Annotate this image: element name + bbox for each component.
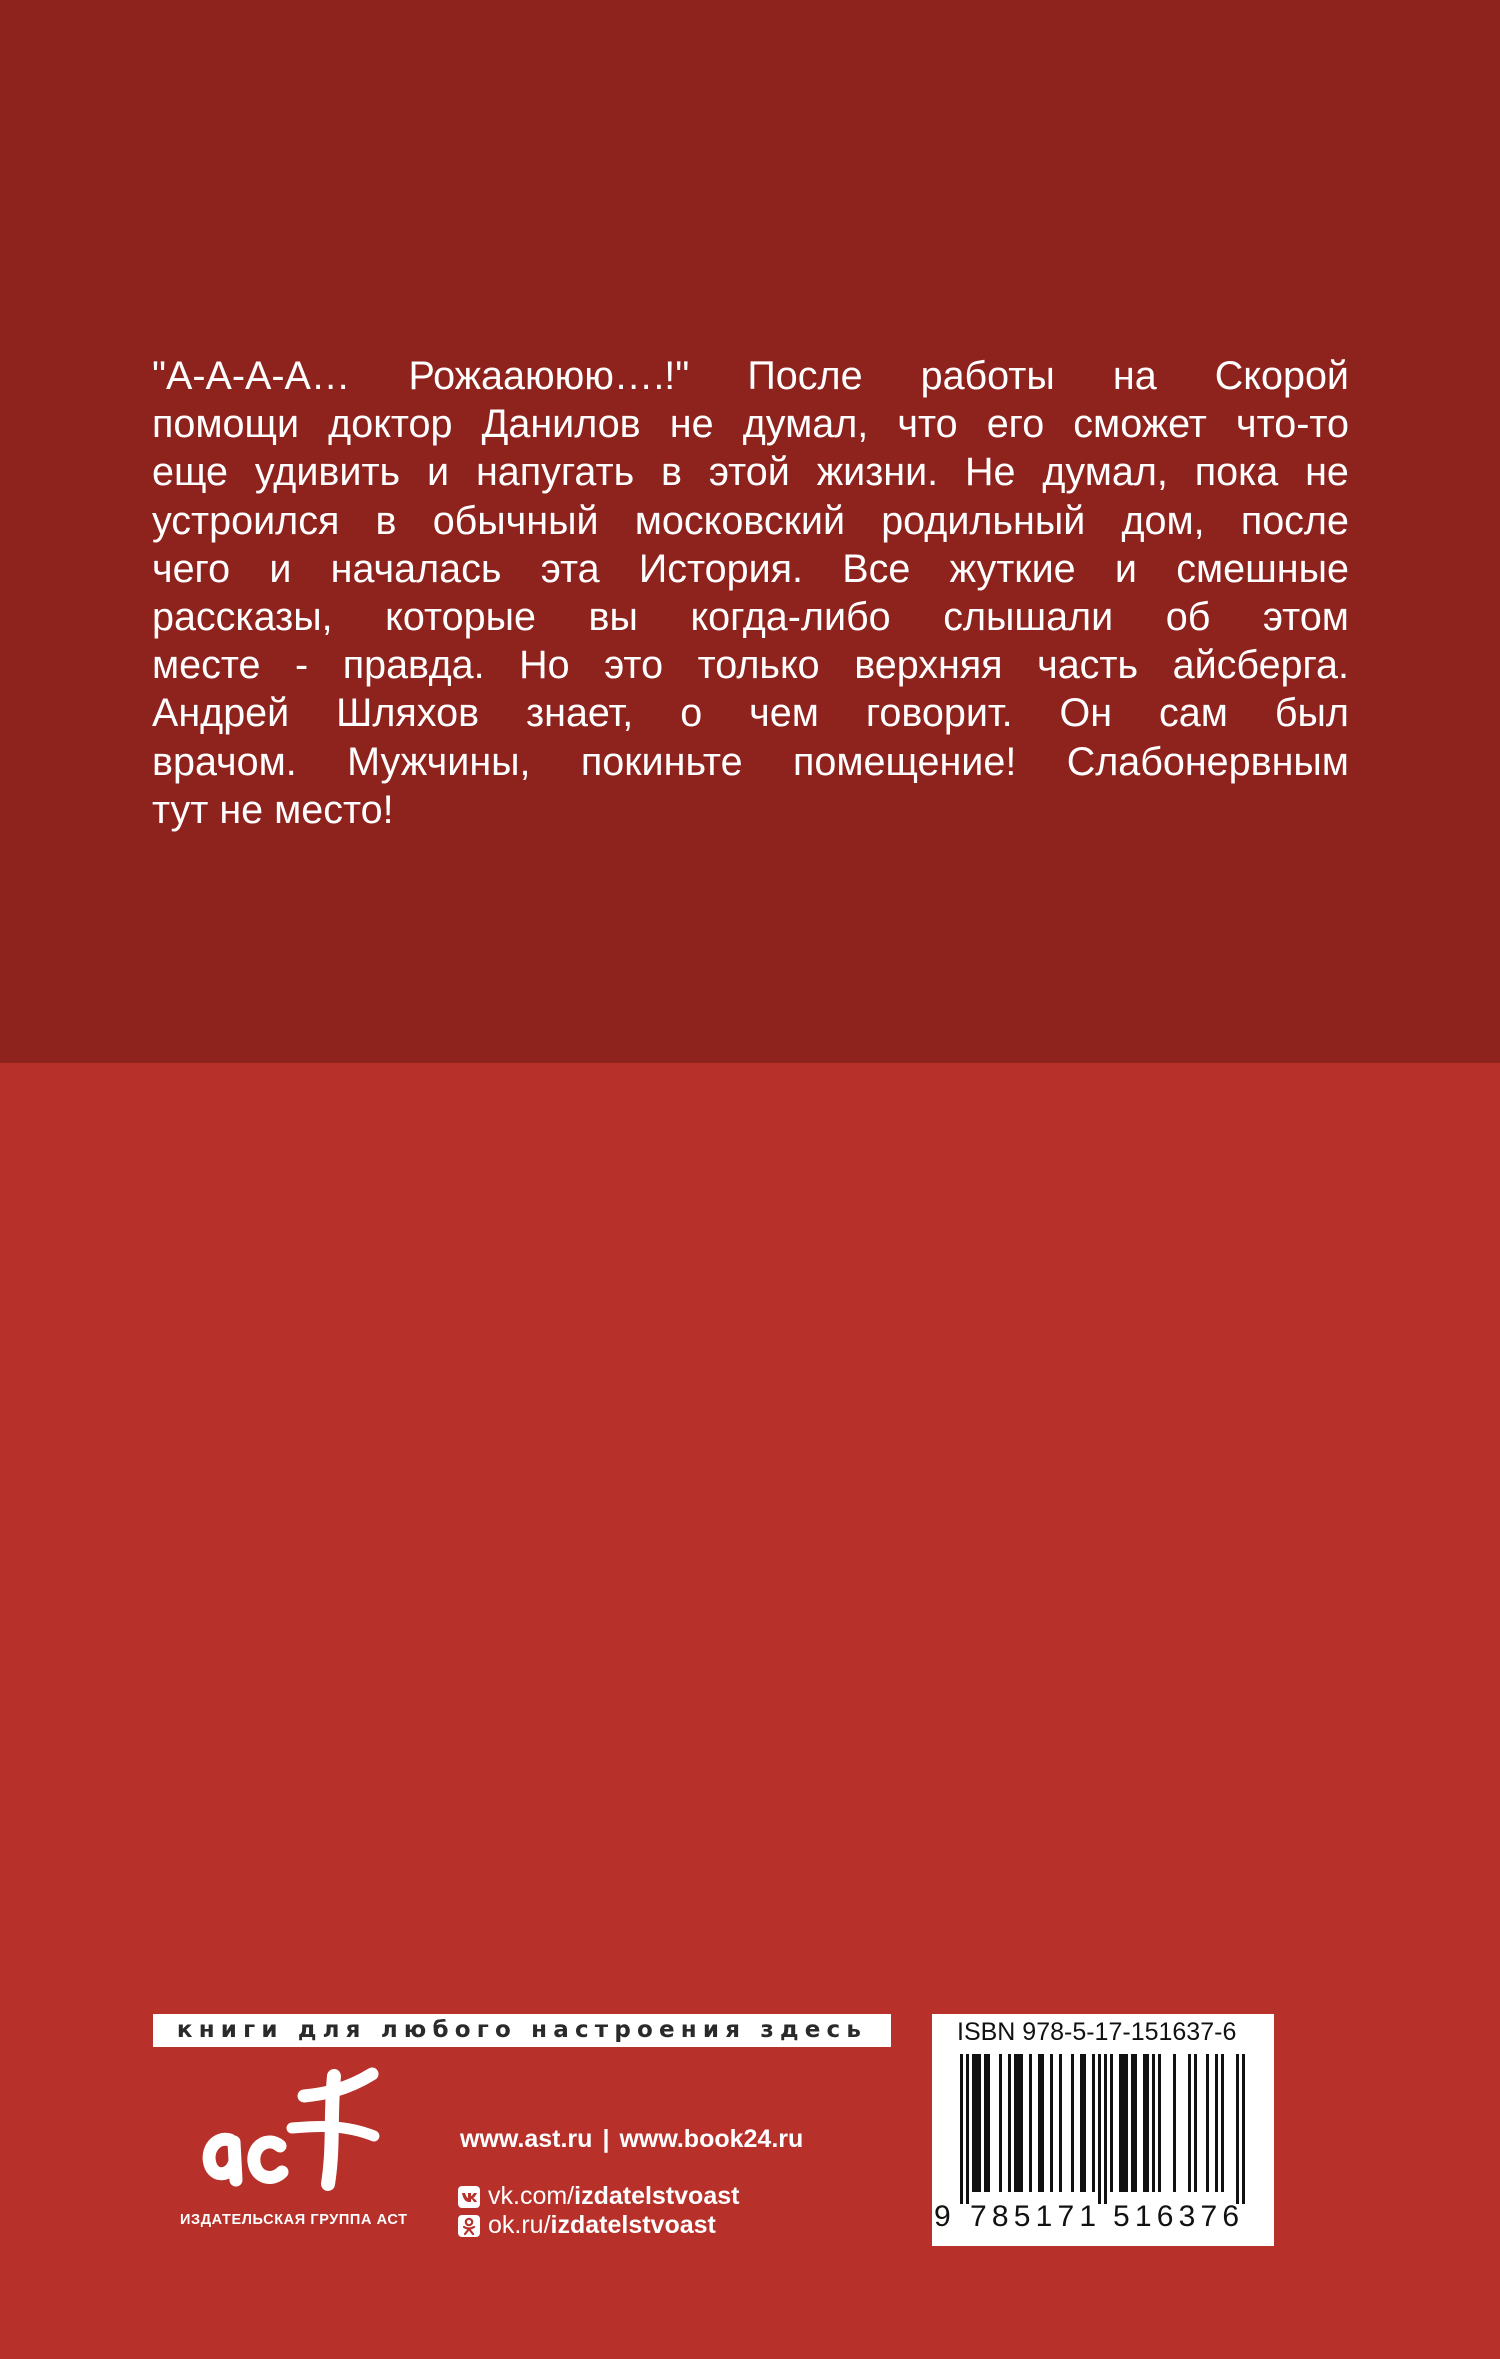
blurb-word: которые <box>385 594 536 639</box>
barcode-bar <box>972 2054 975 2192</box>
blurb-word: чего <box>152 546 231 591</box>
blurb-line <box>152 738 1349 786</box>
blurb-line <box>152 786 1349 834</box>
blurb-word: в <box>375 498 397 543</box>
blurb-word: слышали <box>943 594 1114 639</box>
barcode-digits-group2: 516376 <box>1113 2200 1245 2233</box>
blurb-word: История. <box>638 546 804 591</box>
blurb-word: думал, <box>1042 450 1168 495</box>
barcode-bar <box>1092 2054 1095 2192</box>
book-blurb <box>152 352 1349 834</box>
blurb-word: на <box>1112 354 1157 398</box>
barcode-bar <box>1104 2054 1107 2204</box>
publisher-caption: ИЗДАТЕЛЬСКАЯ ГРУППА АСТ <box>180 2212 408 2228</box>
blurb-word: в <box>661 450 683 495</box>
blurb-line <box>152 352 1349 400</box>
barcode-bar <box>1017 2054 1020 2192</box>
blurb-word: верхняя <box>854 643 1003 688</box>
site-separator: | <box>602 2125 610 2153</box>
blurb-word: помещение! <box>792 739 1017 784</box>
blurb-word: думал, <box>742 402 869 447</box>
blurb-word: месте <box>152 643 261 688</box>
blurb-line <box>152 448 1349 496</box>
barcode-bar <box>1158 2054 1161 2192</box>
blurb-word: что-то <box>1236 402 1349 447</box>
ok-handle: izdatelstvoast <box>550 2211 716 2239</box>
blurb-word: Не <box>965 450 1016 495</box>
blurb-word: Шляхов <box>336 691 480 736</box>
slogan-bar: книги для любого настроения здесь <box>153 2014 891 2047</box>
barcode-bar <box>1143 2054 1146 2192</box>
blurb-word: не <box>1305 450 1349 495</box>
barcode-bar <box>1146 2054 1149 2192</box>
ast-logo-icon <box>196 2066 416 2196</box>
blurb-word: московский <box>634 498 846 543</box>
blurb-word: и <box>269 546 292 591</box>
blurb-word: помощи <box>152 402 300 447</box>
blurb-word: Скорой <box>1214 354 1349 398</box>
site-link-ast[interactable]: www.ast.ru <box>460 2125 593 2153</box>
blurb-word: еще <box>152 450 228 495</box>
barcode-bar <box>1206 2054 1209 2192</box>
blurb-word: сам <box>1159 691 1228 736</box>
blurb-word: доктор <box>328 402 453 447</box>
isbn-label: ISBN 978-5-17-151637-6 <box>957 2018 1237 2046</box>
barcode-bar <box>1131 2054 1134 2192</box>
blurb-word: жуткие <box>949 546 1076 591</box>
blurb-word: чем <box>749 691 819 736</box>
barcode-bar <box>1041 2054 1044 2192</box>
barcode-bar <box>1221 2054 1224 2192</box>
blurb-word: После <box>747 354 863 398</box>
ok-link[interactable] <box>458 2211 716 2240</box>
blurb-word: этом <box>1262 594 1349 639</box>
blurb-word: смешные <box>1176 546 1349 591</box>
blurb-word: работы <box>920 354 1055 398</box>
blurb-word: его <box>986 402 1045 447</box>
ok-prefix: ok.ru/ <box>488 2211 551 2239</box>
barcode-bar <box>1242 2054 1245 2204</box>
blurb-word: пока <box>1194 450 1279 495</box>
blurb-word: Данилов <box>481 402 641 447</box>
ok-icon <box>458 2215 480 2237</box>
isbn-box <box>932 2014 1274 2246</box>
barcode-bar <box>960 2054 963 2204</box>
blurb-word: дом, <box>1121 498 1205 543</box>
barcode-bar <box>1014 2054 1017 2192</box>
barcode-bar <box>1020 2054 1023 2192</box>
barcode-bar <box>966 2054 969 2204</box>
barcode-bar <box>1119 2054 1122 2192</box>
barcode-bar <box>978 2054 981 2192</box>
barcode-bar <box>1122 2054 1125 2192</box>
blurb-word: родильный <box>881 498 1086 543</box>
barcode-bar <box>1071 2054 1074 2192</box>
blurb-word: после <box>1240 498 1349 543</box>
blurb-word: Он <box>1059 691 1113 736</box>
vk-link[interactable] <box>458 2182 739 2211</box>
blurb-word: - <box>295 643 309 688</box>
blurb-word: правда. <box>342 643 485 688</box>
vk-handle: izdatelstvoast <box>574 2182 740 2210</box>
barcode-bar <box>1008 2054 1011 2192</box>
barcode-bar <box>1236 2054 1239 2204</box>
barcode-bar <box>984 2054 987 2192</box>
barcode-digit-lead: 9 <box>934 2200 951 2233</box>
blurb-word: Слабонервным <box>1066 739 1349 784</box>
blurb-word: обычный <box>432 498 599 543</box>
barcode-bar <box>1110 2054 1113 2192</box>
blurb-word: Андрей <box>152 691 290 736</box>
blurb-line <box>152 593 1349 641</box>
blurb-word: покиньте <box>580 739 743 784</box>
barcode-bar <box>999 2054 1002 2192</box>
blurb-line <box>152 689 1349 737</box>
barcode-bar <box>1083 2054 1086 2192</box>
blurb-word: это <box>604 643 664 688</box>
barcode-bar <box>987 2054 990 2192</box>
blurb-line <box>152 545 1349 593</box>
blurb-word: тут не место! <box>152 787 394 832</box>
blurb-word: началась <box>330 546 502 591</box>
blurb-word: знает, <box>526 691 634 736</box>
blurb-word: рассказы, <box>152 594 333 639</box>
blurb-word: жизни. <box>816 450 939 495</box>
blurb-word: "А-А-А-А… <box>152 354 351 398</box>
barcode-bar <box>1134 2054 1137 2192</box>
barcode-bar <box>1194 2054 1197 2192</box>
blurb-word: только <box>697 643 820 688</box>
blurb-word: говорит. <box>865 691 1013 736</box>
blurb-word: удивить <box>254 450 401 495</box>
blurb-word: об <box>1165 594 1211 639</box>
blurb-word: Мужчины, <box>347 739 531 784</box>
blurb-line <box>152 497 1349 545</box>
blurb-word: врачом. <box>152 739 297 784</box>
blurb-word: вы <box>588 594 638 639</box>
barcode-bar <box>975 2054 978 2192</box>
blurb-word: часть <box>1037 643 1139 688</box>
blurb-word: и <box>427 450 450 495</box>
vk-prefix: vk.com/ <box>488 2182 575 2210</box>
blurb-line <box>152 641 1349 689</box>
blurb-word: этой <box>708 450 790 495</box>
blurb-line <box>152 400 1349 448</box>
barcode-digits-group1: 785171 <box>970 2200 1102 2233</box>
barcode-icon <box>932 2054 1274 2204</box>
blurb-word: когда-либо <box>690 594 891 639</box>
blurb-word: был <box>1274 691 1349 736</box>
blurb-word: не <box>669 402 714 447</box>
publisher-sites <box>460 2125 803 2154</box>
blurb-word: устроился <box>152 498 340 543</box>
blurb-word: Все <box>842 546 911 591</box>
blurb-word: Рожааююю….!" <box>408 354 690 398</box>
barcode-bar <box>1188 2054 1191 2192</box>
blurb-word: напугать <box>475 450 635 495</box>
blurb-word: айсберга. <box>1172 643 1349 688</box>
barcode-bar <box>1215 2054 1218 2192</box>
barcode-bar <box>1038 2054 1041 2192</box>
barcode-bar <box>1173 2054 1176 2192</box>
barcode-bar <box>1080 2054 1083 2192</box>
blurb-word: эта <box>540 546 600 591</box>
site-link-book24[interactable]: www.book24.ru <box>619 2125 804 2153</box>
blurb-word: о <box>680 691 703 736</box>
barcode-bar <box>1050 2054 1053 2192</box>
blurb-word: и <box>1114 546 1137 591</box>
barcode-bar <box>1059 2054 1062 2192</box>
barcode-bar <box>1098 2054 1101 2204</box>
vk-icon <box>458 2186 480 2208</box>
blurb-word: что <box>897 402 958 447</box>
barcode-bar <box>1029 2054 1032 2192</box>
barcode-bar <box>1125 2054 1128 2192</box>
blurb-word: сможет <box>1073 402 1207 447</box>
blurb-word: Но <box>519 643 570 688</box>
barcode-bar <box>1152 2054 1155 2192</box>
